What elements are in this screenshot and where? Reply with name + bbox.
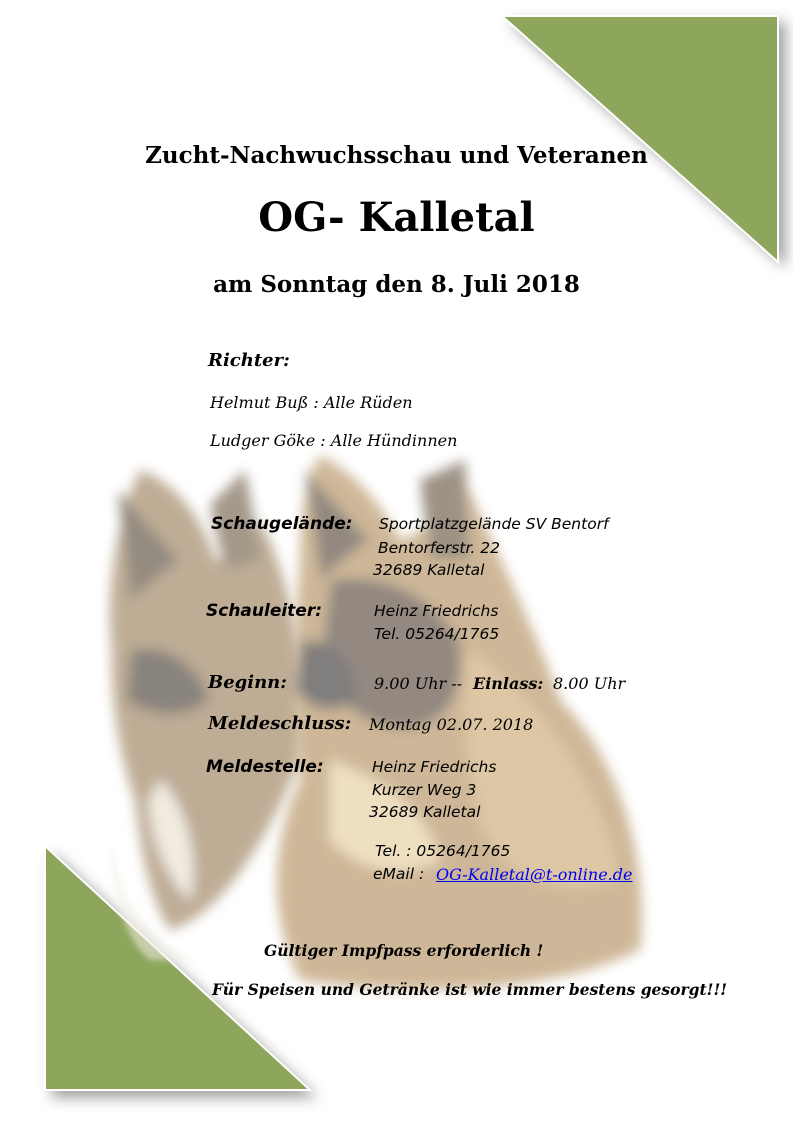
registration-label: Meldestelle: — [206, 757, 324, 777]
registration-phone: Tel. : 05264/1765 — [375, 842, 511, 860]
deadline-value: Montag 02.07. 2018 — [369, 715, 534, 734]
venue-label: Schaugelände: — [211, 514, 353, 534]
venue-line-3: 32689 Kalletal — [373, 561, 485, 579]
registration-street: Kurzer Weg 3 — [372, 781, 477, 799]
food-note: Für Speisen und Getränke ist wie immer bestens gesorgt!!! — [212, 980, 728, 999]
email-label: eMail : — [373, 865, 425, 883]
show-leader-phone: Tel. 05264/1765 — [374, 625, 500, 643]
deadline-label: Meldeschluss: — [208, 713, 352, 734]
page-title: OG- Kalletal — [258, 194, 535, 241]
judge-1: Helmut Buß : Alle Rüden — [210, 393, 413, 412]
event-subtitle: Zucht-Nachwuchsschau und Veteranen — [145, 142, 648, 169]
start-label: Beginn: — [208, 672, 287, 693]
entry-time: 8.00 Uhr — [553, 674, 626, 693]
event-date: am Sonntag den 8. Juli 2018 — [213, 271, 580, 298]
email-link[interactable]: OG-Kalletal@t-online.de — [436, 865, 633, 884]
venue-line-1: Sportplatzgelände SV Bentorf — [379, 515, 609, 533]
registration-city: 32689 Kalletal — [369, 803, 481, 821]
judges-label: Richter: — [208, 350, 290, 371]
vaccination-note: Gültiger Impfpass erforderlich ! — [264, 941, 544, 960]
judge-2: Ludger Göke : Alle Hündinnen — [210, 431, 458, 450]
show-leader-label: Schauleiter: — [206, 601, 323, 621]
venue-line-2: Bentorferstr. 22 — [378, 539, 500, 557]
start-time: 9.00 Uhr -- — [374, 674, 463, 693]
registration-name: Heinz Friedrichs — [372, 758, 497, 776]
show-leader-name: Heinz Friedrichs — [374, 602, 499, 620]
entry-label: Einlass: — [473, 674, 544, 693]
